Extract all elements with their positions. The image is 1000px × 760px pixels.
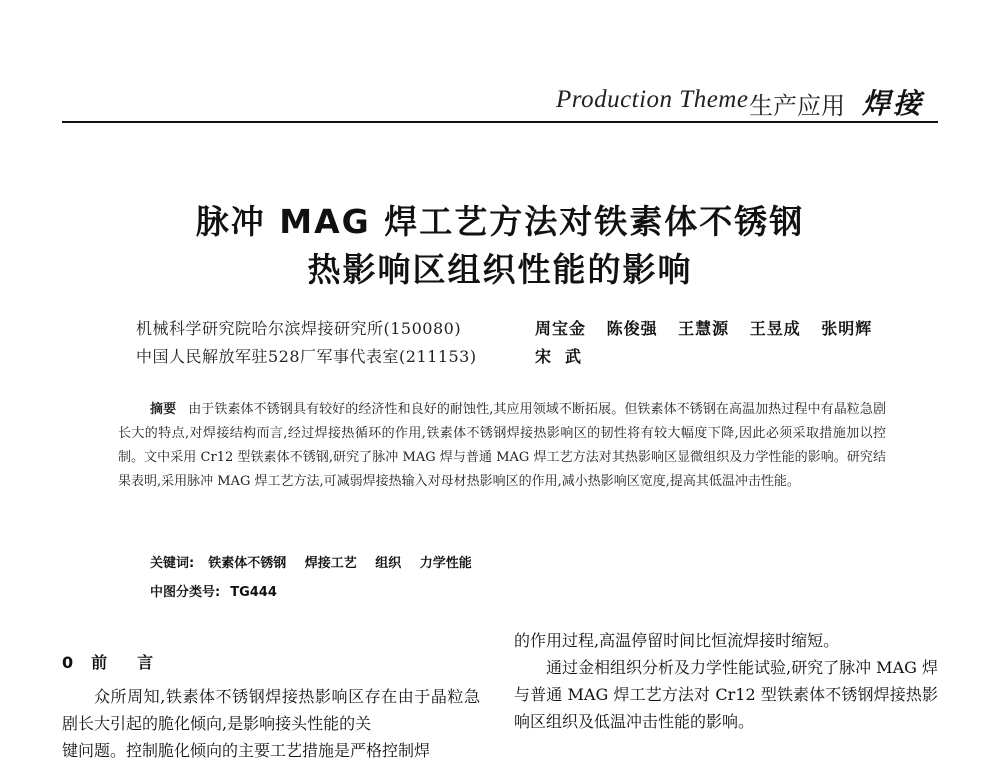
body-left-paragraph: 众所周知,铁素体不锈钢焊接热影响区存在由于晶粒急剧长大引起的脆化倾向,是影响接头性能的关 (62, 687, 480, 733)
classification-value: TG444 (230, 585, 277, 600)
abstract (118, 398, 886, 494)
section-title: 前言 (91, 653, 184, 672)
header-rule (62, 121, 938, 123)
running-header-theme: Production Theme (556, 86, 749, 113)
section-heading (62, 650, 183, 673)
keywords-label: 关键词: (150, 556, 195, 571)
classification (150, 581, 277, 600)
authors-line2: 宋武 (535, 347, 596, 366)
body-right-column (514, 627, 938, 735)
body-right-paragraph: 通过金相组织分析及力学性能试验,研究了脉冲 MAG 焊与普通 MAG 焊工艺方法对 Cr12 型铁素体不锈钢焊接热影响区组织及低温冲击性能的影响。 (514, 658, 938, 731)
body-left-column (62, 683, 480, 737)
running-header-section: 生产应用 (749, 92, 845, 120)
magazine-name: 焊接 (862, 87, 925, 120)
article-title-line2: 热影响区组织性能的影响 (307, 250, 693, 289)
abstract-text: 由于铁素体不锈钢具有较好的经济性和良好的耐蚀性,其应用领域不断拓展。但铁素体不锈钢在高温加热过程中有晶粒急剧长大的特点,对焊接结构而言,经过焊接热循环的作用,铁素体不锈钢焊接热影响区的韧性将有较大幅度下降,因此必须采取措施加以控制。文中采用 Cr12 型铁素体不锈钢,研究了脉冲 MAG 焊与普通 MAG 焊工艺方法对其热影响区显微组织及力学性能的影响。研究结果表明,采用脉冲 MAG 焊工艺方法,可减弱焊接热输入对母材热影响区的作用,减小热影响区宽度,提高其低温冲击性能。 (118, 402, 886, 489)
body-right-line1: 的作用过程,高温停留时间比恒流焊接时缩短。 (514, 631, 840, 650)
keywords-value: 铁素体不锈钢 焊接工艺 组织 力学性能 (208, 556, 472, 571)
article-title-line1: 脉冲 MAG 焊工艺方法对铁素体不锈钢 (195, 202, 805, 241)
affiliation-1: 机械科学研究院哈尔滨焊接研究所(150080) (136, 319, 462, 338)
keywords (150, 552, 472, 571)
affiliation-2: 中国人民解放军驻528厂军事代表室(211153) (136, 347, 477, 366)
section-number: 0 (62, 653, 74, 672)
abstract-label: 摘要 (150, 402, 177, 417)
body-left-cut-line: 键问题。控制脆化倾向的主要工艺措施是严格控制焊 (62, 741, 431, 760)
authors-line1: 周宝金 陈俊强 王慧源 王昱成 张明辉 (535, 319, 873, 338)
classification-label: 中图分类号: (150, 585, 221, 600)
